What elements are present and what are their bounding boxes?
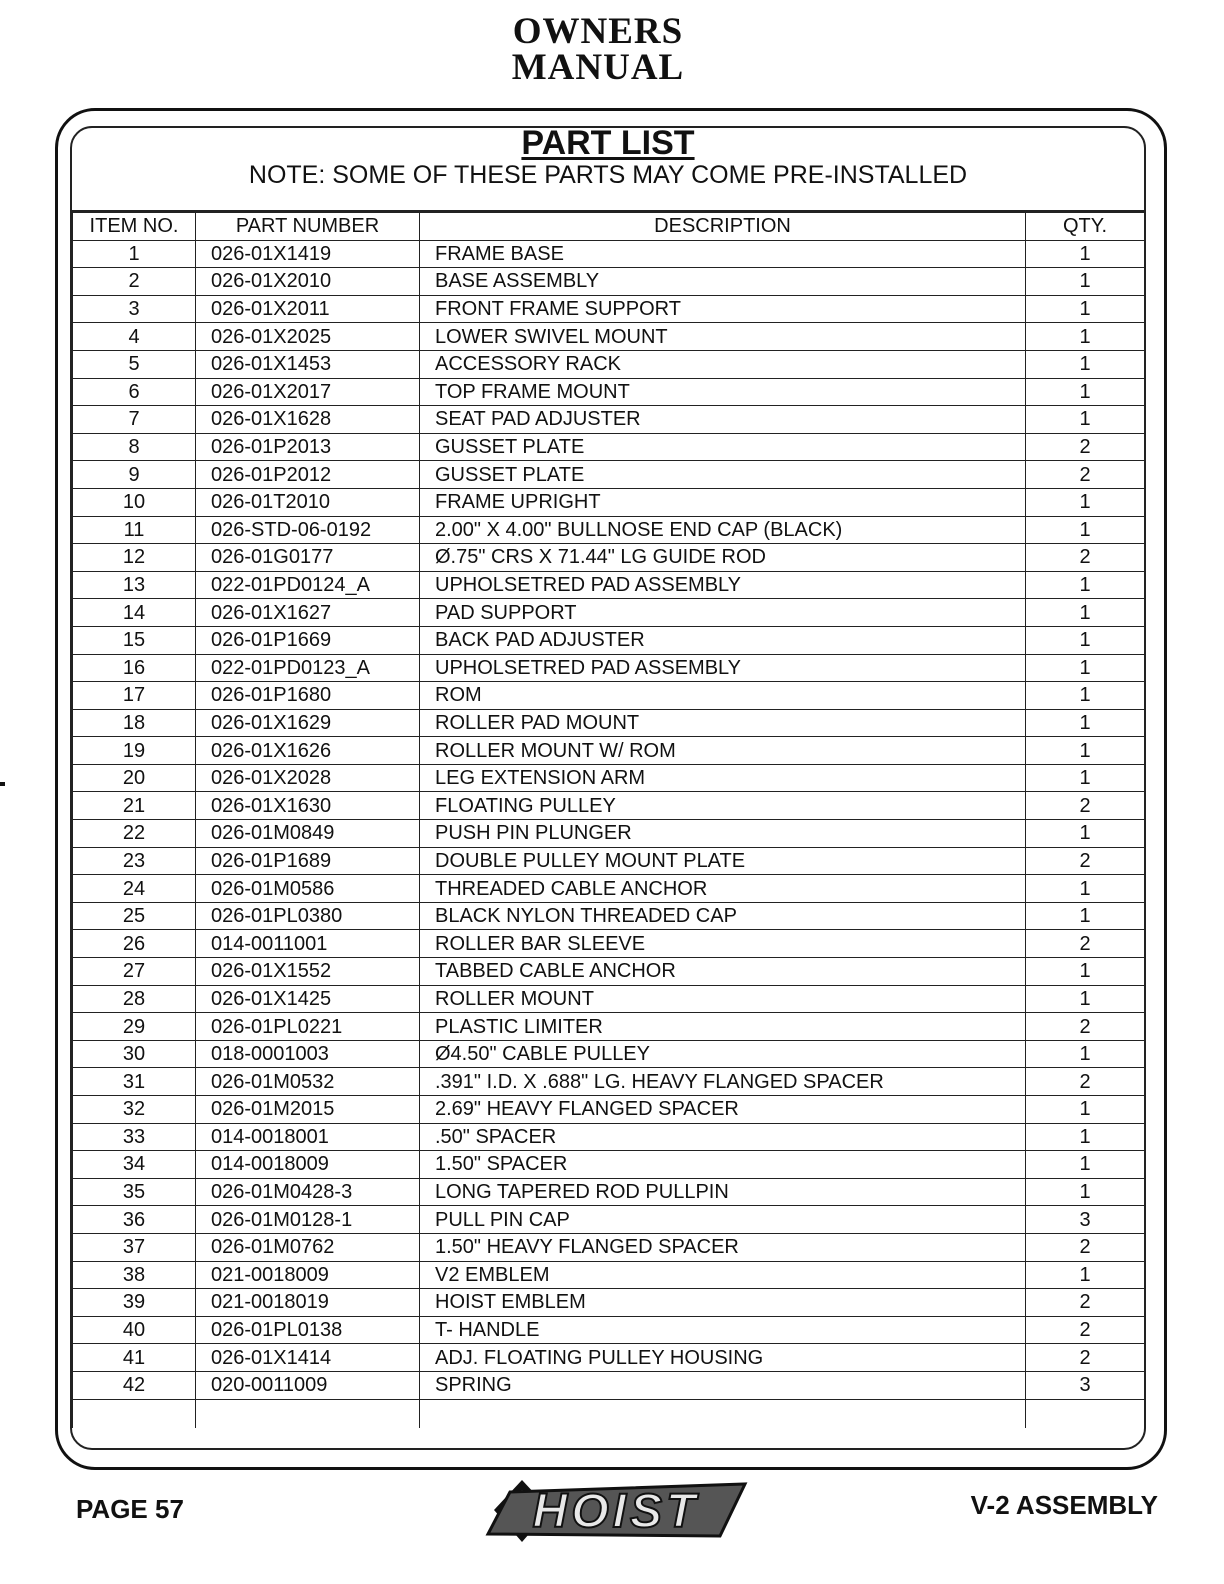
description-cell: ROLLER BAR SLEEVE bbox=[420, 930, 1026, 958]
part-number-cell: 021-0018019 bbox=[196, 1289, 420, 1317]
qty-cell: 1 bbox=[1026, 323, 1145, 351]
item-no-cell: 31 bbox=[73, 1068, 196, 1096]
item-no-cell: 35 bbox=[73, 1178, 196, 1206]
description-cell: 1.50" SPACER bbox=[420, 1151, 1026, 1179]
qty-cell: 1 bbox=[1026, 820, 1145, 848]
part-number-cell: 026-01X2017 bbox=[196, 378, 420, 406]
table-row bbox=[73, 544, 1145, 572]
qty-cell: 2 bbox=[1026, 1013, 1145, 1041]
part-number-cell: 026-01X2028 bbox=[196, 764, 420, 792]
item-no-cell: 9 bbox=[73, 461, 196, 489]
table-row bbox=[73, 902, 1145, 930]
title-line-owners: OWNERS bbox=[512, 11, 684, 52]
part-number-cell: 026-01X1628 bbox=[196, 406, 420, 434]
part-number-cell: 026-01P1689 bbox=[196, 847, 420, 875]
description-cell: GUSSET PLATE bbox=[420, 461, 1026, 489]
part-number-cell: 026-01M0762 bbox=[196, 1233, 420, 1261]
part-number-cell: 026-STD-06-0192 bbox=[196, 516, 420, 544]
column-header-qty: QTY. bbox=[1026, 213, 1145, 241]
description-cell: LEG EXTENSION ARM bbox=[420, 764, 1026, 792]
item-no-cell: 4 bbox=[73, 323, 196, 351]
item-no-cell: 18 bbox=[73, 709, 196, 737]
part-number-cell: 026-01X1414 bbox=[196, 1344, 420, 1372]
table-row bbox=[73, 985, 1145, 1013]
description-cell: FRAME BASE bbox=[420, 240, 1026, 268]
table-header-row bbox=[73, 213, 1145, 241]
table-row bbox=[73, 433, 1145, 461]
empty-cell bbox=[420, 1399, 1026, 1428]
logo-text: HOIST bbox=[532, 1485, 700, 1538]
part-number-cell: 014-0011001 bbox=[196, 930, 420, 958]
description-cell: SEAT PAD ADJUSTER bbox=[420, 406, 1026, 434]
item-no-cell: 16 bbox=[73, 654, 196, 682]
description-cell: FRONT FRAME SUPPORT bbox=[420, 295, 1026, 323]
part-number-cell: 026-01P2012 bbox=[196, 461, 420, 489]
item-no-cell: 11 bbox=[73, 516, 196, 544]
part-number-cell: 026-01X1552 bbox=[196, 958, 420, 986]
part-list-title: PART LIST bbox=[521, 124, 695, 162]
description-cell: HOIST EMBLEM bbox=[420, 1289, 1026, 1317]
part-number-cell: 026-01P1680 bbox=[196, 682, 420, 710]
description-cell: ROLLER MOUNT bbox=[420, 985, 1026, 1013]
description-cell: ROM bbox=[420, 682, 1026, 710]
part-number-cell: 014-0018001 bbox=[196, 1123, 420, 1151]
qty-cell: 2 bbox=[1026, 792, 1145, 820]
item-no-cell: 22 bbox=[73, 820, 196, 848]
qty-cell: 1 bbox=[1026, 406, 1145, 434]
qty-cell: 1 bbox=[1026, 599, 1145, 627]
table-row bbox=[73, 709, 1145, 737]
table-row-blank bbox=[73, 1399, 1145, 1428]
qty-cell: 1 bbox=[1026, 1151, 1145, 1179]
item-no-cell: 30 bbox=[73, 1040, 196, 1068]
table-row bbox=[73, 792, 1145, 820]
part-number-cell: 026-01M0532 bbox=[196, 1068, 420, 1096]
qty-cell: 1 bbox=[1026, 516, 1145, 544]
qty-cell: 2 bbox=[1026, 1316, 1145, 1344]
part-number-cell: 026-01X1627 bbox=[196, 599, 420, 627]
qty-cell: 1 bbox=[1026, 737, 1145, 765]
table-row bbox=[73, 1123, 1145, 1151]
part-number-cell: 026-01G0177 bbox=[196, 544, 420, 572]
qty-cell: 2 bbox=[1026, 461, 1145, 489]
table-row bbox=[73, 488, 1145, 516]
description-cell: LOWER SWIVEL MOUNT bbox=[420, 323, 1026, 351]
table-row bbox=[73, 1040, 1145, 1068]
part-number-cell: 020-0011009 bbox=[196, 1371, 420, 1399]
item-no-cell: 5 bbox=[73, 350, 196, 378]
item-no-cell: 19 bbox=[73, 737, 196, 765]
table-row bbox=[73, 820, 1145, 848]
description-cell: Ø.75" CRS X 71.44" LG GUIDE ROD bbox=[420, 544, 1026, 572]
qty-cell: 1 bbox=[1026, 1123, 1145, 1151]
description-cell: THREADED CABLE ANCHOR bbox=[420, 875, 1026, 903]
part-number-cell: 021-0018009 bbox=[196, 1261, 420, 1289]
part-number-cell: 026-01X2025 bbox=[196, 323, 420, 351]
qty-cell: 2 bbox=[1026, 544, 1145, 572]
table-row bbox=[73, 1068, 1145, 1096]
qty-cell: 2 bbox=[1026, 930, 1145, 958]
table-row bbox=[73, 1096, 1145, 1124]
part-number-cell: 026-01X2011 bbox=[196, 295, 420, 323]
description-cell: ROLLER MOUNT W/ ROM bbox=[420, 737, 1026, 765]
table-row bbox=[73, 1206, 1145, 1234]
qty-cell: 1 bbox=[1026, 1261, 1145, 1289]
qty-cell: 1 bbox=[1026, 295, 1145, 323]
table-row bbox=[73, 1261, 1145, 1289]
description-cell: 2.00" X 4.00" BULLNOSE END CAP (BLACK) bbox=[420, 516, 1026, 544]
qty-cell: 1 bbox=[1026, 488, 1145, 516]
part-number-cell: 026-01X1453 bbox=[196, 350, 420, 378]
qty-cell: 2 bbox=[1026, 847, 1145, 875]
item-no-cell: 42 bbox=[73, 1371, 196, 1399]
table-row bbox=[73, 682, 1145, 710]
description-cell: Ø4.50" CABLE PULLEY bbox=[420, 1040, 1026, 1068]
item-no-cell: 24 bbox=[73, 875, 196, 903]
part-number-cell: 022-01PD0123_A bbox=[196, 654, 420, 682]
qty-cell: 2 bbox=[1026, 1289, 1145, 1317]
item-no-cell: 17 bbox=[73, 682, 196, 710]
table-row bbox=[73, 1013, 1145, 1041]
document-title bbox=[0, 11, 1196, 88]
qty-cell: 1 bbox=[1026, 626, 1145, 654]
part-number-cell: 022-01PD0124_A bbox=[196, 571, 420, 599]
description-cell: PLASTIC LIMITER bbox=[420, 1013, 1026, 1041]
table-row bbox=[73, 268, 1145, 296]
description-cell: BLACK NYLON THREADED CAP bbox=[420, 902, 1026, 930]
qty-cell: 1 bbox=[1026, 682, 1145, 710]
table-row bbox=[73, 764, 1145, 792]
table-row bbox=[73, 1371, 1145, 1399]
qty-cell: 2 bbox=[1026, 1233, 1145, 1261]
part-number-cell: 026-01M0849 bbox=[196, 820, 420, 848]
item-no-cell: 23 bbox=[73, 847, 196, 875]
qty-cell: 1 bbox=[1026, 571, 1145, 599]
description-cell: ROLLER PAD MOUNT bbox=[420, 709, 1026, 737]
qty-cell: 1 bbox=[1026, 1040, 1145, 1068]
qty-cell: 2 bbox=[1026, 433, 1145, 461]
item-no-cell: 37 bbox=[73, 1233, 196, 1261]
item-no-cell: 8 bbox=[73, 433, 196, 461]
table-row bbox=[73, 847, 1145, 875]
table-row bbox=[73, 599, 1145, 627]
part-number-cell: 026-01M2015 bbox=[196, 1096, 420, 1124]
item-no-cell: 3 bbox=[73, 295, 196, 323]
part-number-cell: 026-01T2010 bbox=[196, 488, 420, 516]
qty-cell: 1 bbox=[1026, 985, 1145, 1013]
description-cell: PUSH PIN PLUNGER bbox=[420, 820, 1026, 848]
item-no-cell: 14 bbox=[73, 599, 196, 627]
description-cell: ADJ. FLOATING PULLEY HOUSING bbox=[420, 1344, 1026, 1372]
description-cell: BACK PAD ADJUSTER bbox=[420, 626, 1026, 654]
column-header-part-number: PART NUMBER bbox=[196, 213, 420, 241]
item-no-cell: 40 bbox=[73, 1316, 196, 1344]
part-number-cell: 026-01PL0138 bbox=[196, 1316, 420, 1344]
item-no-cell: 13 bbox=[73, 571, 196, 599]
parts-table bbox=[72, 212, 1145, 1428]
part-number-cell: 026-01P2013 bbox=[196, 433, 420, 461]
description-cell: V2 EMBLEM bbox=[420, 1261, 1026, 1289]
qty-cell: 1 bbox=[1026, 350, 1145, 378]
qty-cell: 1 bbox=[1026, 958, 1145, 986]
table-row bbox=[73, 516, 1145, 544]
qty-cell: 1 bbox=[1026, 1096, 1145, 1124]
column-header-description: DESCRIPTION bbox=[420, 213, 1026, 241]
item-no-cell: 29 bbox=[73, 1013, 196, 1041]
part-number-cell: 026-01X1425 bbox=[196, 985, 420, 1013]
table-row bbox=[73, 1316, 1145, 1344]
column-header-item-no: ITEM NO. bbox=[73, 213, 196, 241]
item-no-cell: 38 bbox=[73, 1261, 196, 1289]
empty-cell bbox=[1026, 1399, 1145, 1428]
table-row bbox=[73, 461, 1145, 489]
part-number-cell: 018-0001003 bbox=[196, 1040, 420, 1068]
description-cell: FRAME UPRIGHT bbox=[420, 488, 1026, 516]
description-cell: PULL PIN CAP bbox=[420, 1206, 1026, 1234]
part-number-cell: 026-01PL0380 bbox=[196, 902, 420, 930]
part-number-cell: 026-01X1629 bbox=[196, 709, 420, 737]
item-no-cell: 6 bbox=[73, 378, 196, 406]
page-number: PAGE 57 bbox=[76, 1494, 184, 1524]
description-cell: GUSSET PLATE bbox=[420, 433, 1026, 461]
qty-cell: 1 bbox=[1026, 654, 1145, 682]
table-row bbox=[73, 1289, 1145, 1317]
description-cell: BASE ASSEMBLY bbox=[420, 268, 1026, 296]
table-row bbox=[73, 626, 1145, 654]
item-no-cell: 25 bbox=[73, 902, 196, 930]
item-no-cell: 1 bbox=[73, 240, 196, 268]
table-row bbox=[73, 350, 1145, 378]
qty-cell: 1 bbox=[1026, 240, 1145, 268]
part-number-cell: 026-01M0586 bbox=[196, 875, 420, 903]
qty-cell: 2 bbox=[1026, 1344, 1145, 1372]
section-label: V-2 ASSEMBLY bbox=[970, 1490, 1158, 1520]
part-number-cell: 026-01X2010 bbox=[196, 268, 420, 296]
item-no-cell: 28 bbox=[73, 985, 196, 1013]
item-no-cell: 15 bbox=[73, 626, 196, 654]
description-cell: LONG TAPERED ROD PULLPIN bbox=[420, 1178, 1026, 1206]
title-line-manual: MANUAL bbox=[511, 47, 685, 88]
description-cell: UPHOLSETRED PAD ASSEMBLY bbox=[420, 571, 1026, 599]
item-no-cell: 10 bbox=[73, 488, 196, 516]
description-cell: T- HANDLE bbox=[420, 1316, 1026, 1344]
qty-cell: 1 bbox=[1026, 764, 1145, 792]
item-no-cell: 32 bbox=[73, 1096, 196, 1124]
qty-cell: 1 bbox=[1026, 902, 1145, 930]
table-row bbox=[73, 571, 1145, 599]
table-row bbox=[73, 654, 1145, 682]
table-row bbox=[73, 958, 1145, 986]
description-cell: 2.69" HEAVY FLANGED SPACER bbox=[420, 1096, 1026, 1124]
qty-cell: 1 bbox=[1026, 875, 1145, 903]
table-row bbox=[73, 378, 1145, 406]
qty-cell: 3 bbox=[1026, 1371, 1145, 1399]
qty-cell: 1 bbox=[1026, 1178, 1145, 1206]
qty-cell: 1 bbox=[1026, 268, 1145, 296]
item-no-cell: 26 bbox=[73, 930, 196, 958]
description-cell: UPHOLSETRED PAD ASSEMBLY bbox=[420, 654, 1026, 682]
item-no-cell: 7 bbox=[73, 406, 196, 434]
part-number-cell: 026-01PL0221 bbox=[196, 1013, 420, 1041]
table-row bbox=[73, 1178, 1145, 1206]
description-cell: PAD SUPPORT bbox=[420, 599, 1026, 627]
description-cell: .50" SPACER bbox=[420, 1123, 1026, 1151]
description-cell: SPRING bbox=[420, 1371, 1026, 1399]
item-no-cell: 12 bbox=[73, 544, 196, 572]
table-row bbox=[73, 1151, 1145, 1179]
hoist-logo bbox=[470, 1470, 750, 1550]
part-number-cell: 026-01X1626 bbox=[196, 737, 420, 765]
table-row bbox=[73, 323, 1145, 351]
table-row bbox=[73, 737, 1145, 765]
table-row bbox=[73, 1233, 1145, 1261]
table-row bbox=[73, 295, 1145, 323]
qty-cell: 1 bbox=[1026, 709, 1145, 737]
item-no-cell: 21 bbox=[73, 792, 196, 820]
description-cell: DOUBLE PULLEY MOUNT PLATE bbox=[420, 847, 1026, 875]
qty-cell: 3 bbox=[1026, 1206, 1145, 1234]
item-no-cell: 39 bbox=[73, 1289, 196, 1317]
description-cell: ACCESSORY RACK bbox=[420, 350, 1026, 378]
item-no-cell: 20 bbox=[73, 764, 196, 792]
description-cell: 1.50" HEAVY FLANGED SPACER bbox=[420, 1233, 1026, 1261]
part-number-cell: 026-01M0128-1 bbox=[196, 1206, 420, 1234]
empty-cell bbox=[73, 1399, 196, 1428]
part-number-cell: 026-01P1669 bbox=[196, 626, 420, 654]
table-row bbox=[73, 1344, 1145, 1372]
empty-cell bbox=[196, 1399, 420, 1428]
table-row bbox=[73, 875, 1145, 903]
item-no-cell: 27 bbox=[73, 958, 196, 986]
part-number-cell: 026-01X1419 bbox=[196, 240, 420, 268]
table-row bbox=[73, 930, 1145, 958]
pre-installed-note: NOTE: SOME OF THESE PARTS MAY COME PRE-INSTALLED bbox=[248, 161, 968, 189]
table-row bbox=[73, 406, 1145, 434]
margin-mark bbox=[0, 782, 5, 786]
part-number-cell: 026-01M0428-3 bbox=[196, 1178, 420, 1206]
parts-table-body bbox=[73, 240, 1145, 1427]
description-cell: FLOATING PULLEY bbox=[420, 792, 1026, 820]
description-cell: TABBED CABLE ANCHOR bbox=[420, 958, 1026, 986]
part-number-cell: 014-0018009 bbox=[196, 1151, 420, 1179]
item-no-cell: 36 bbox=[73, 1206, 196, 1234]
item-no-cell: 33 bbox=[73, 1123, 196, 1151]
item-no-cell: 41 bbox=[73, 1344, 196, 1372]
table-row bbox=[73, 240, 1145, 268]
item-no-cell: 34 bbox=[73, 1151, 196, 1179]
qty-cell: 2 bbox=[1026, 1068, 1145, 1096]
part-number-cell: 026-01X1630 bbox=[196, 792, 420, 820]
description-cell: .391" I.D. X .688" LG. HEAVY FLANGED SPACER bbox=[420, 1068, 1026, 1096]
description-cell: TOP FRAME MOUNT bbox=[420, 378, 1026, 406]
qty-cell: 1 bbox=[1026, 378, 1145, 406]
item-no-cell: 2 bbox=[73, 268, 196, 296]
